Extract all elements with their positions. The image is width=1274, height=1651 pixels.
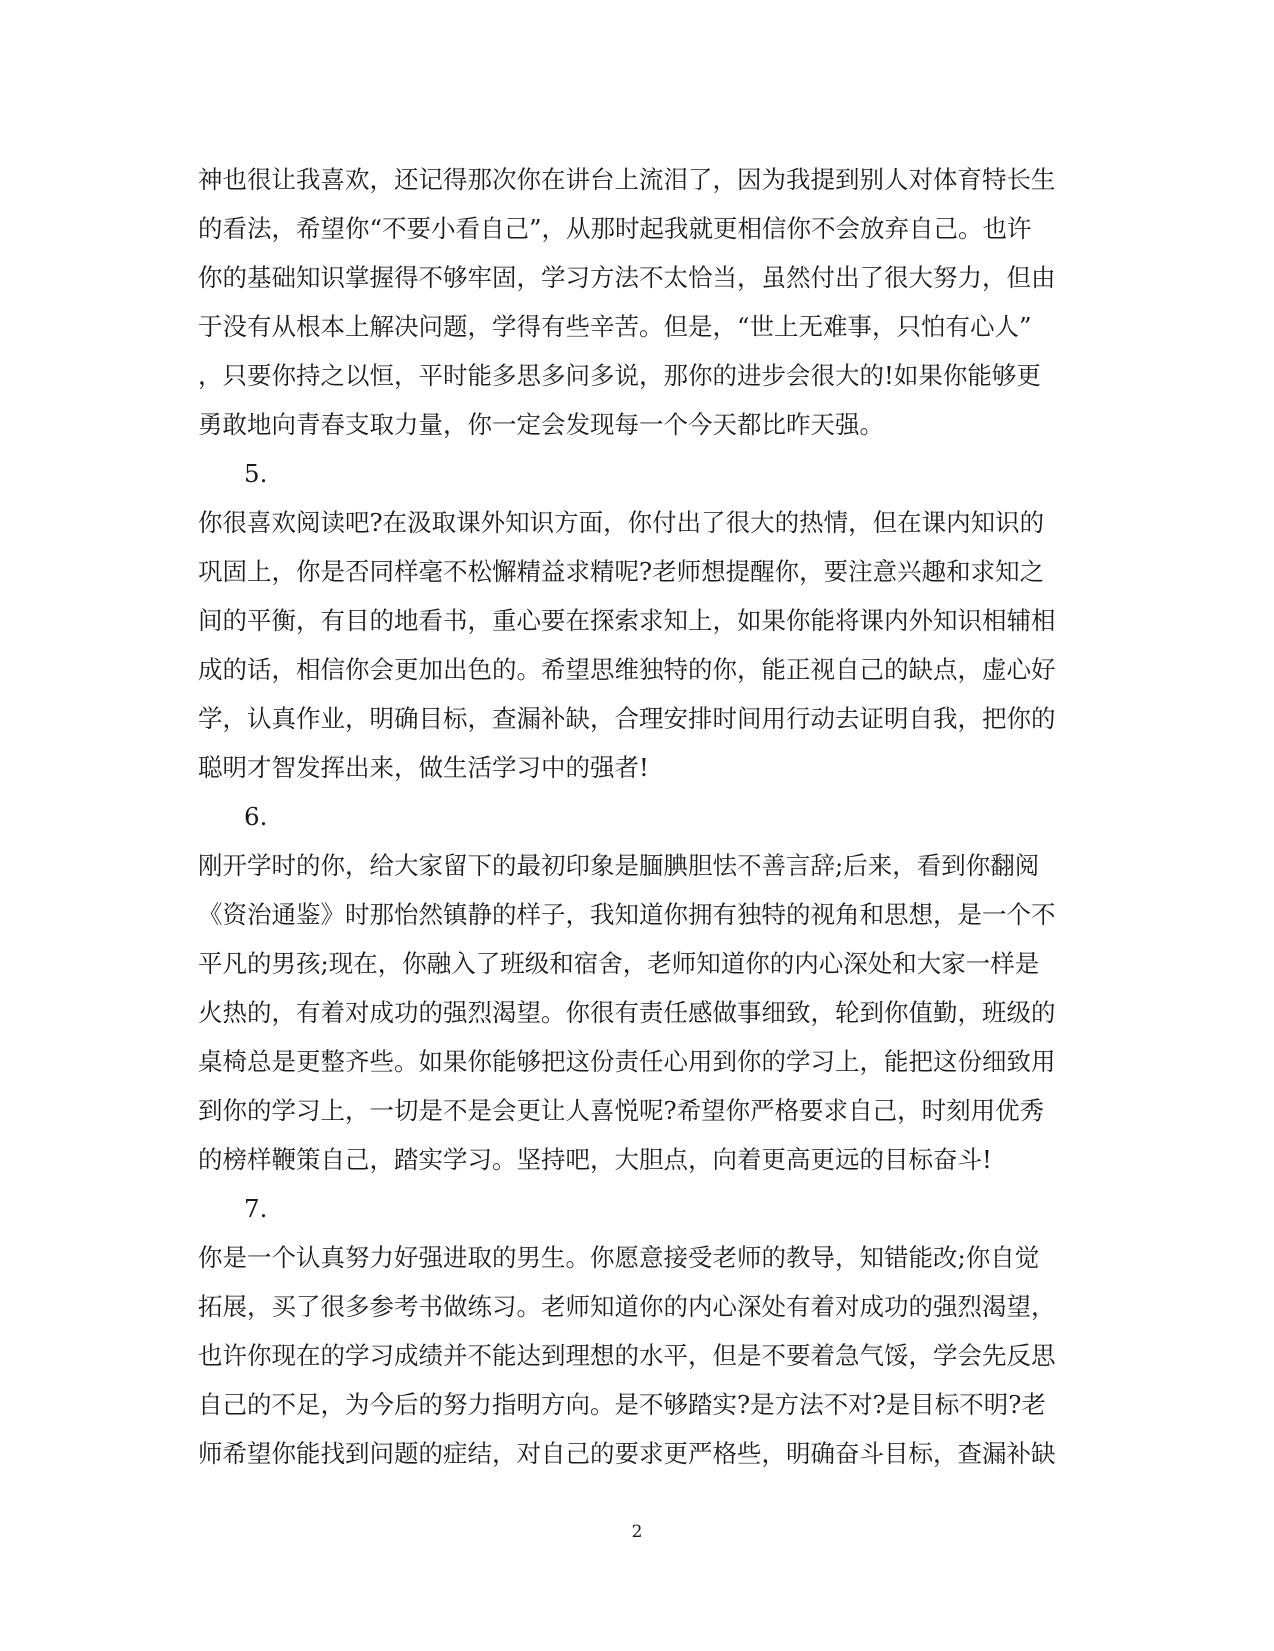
- text-line: 你的基础知识掌握得不够牢固，学习方法不太恰当，虽然付出了很大努力，但由: [198, 263, 1056, 292]
- text-line: 你很喜欢阅读吧?在汲取课外知识方面，你付出了很大的热情，但在课内知识的: [198, 508, 1045, 537]
- text-line: ，只要你持之以恒，平时能多思多问多说，那你的进步会很大的!如果你能够更: [198, 361, 1041, 390]
- text-line: 成的话，相信你会更加出色的。希望思维独特的你，能正视自己的缺点，虚心好: [198, 655, 1056, 684]
- text-line: 自己的不足，为今后的努力指明方向。是不够踏实?是方法不对?是目标不明?老: [198, 1390, 1046, 1419]
- text-line: 巩固上，你是否同样毫不松懈精益求精呢?老师想提醒你，要注意兴趣和求知之: [198, 557, 1045, 586]
- text-line: 到你的学习上，一切是不是会更让人喜悦呢?希望你严格要求自己，时刻用优秀: [198, 1096, 1045, 1125]
- text-line: 学，认真作业，明确目标，查漏补缺，合理安排时间用行动去证明自我，把你的: [198, 704, 1056, 733]
- text-line: 神也很让我喜欢，还记得那次你在讲台上流泪了，因为我提到别人对体育特长生: [198, 165, 1056, 194]
- text-line: 于没有从根本上解决问题，学得有些辛苦。但是，“世上无难事，只怕有心人”: [198, 312, 1032, 341]
- text-line: 也许你现在的学习成绩并不能达到理想的水平，但是不要着急气馁，学会先反思: [198, 1341, 1056, 1370]
- item-number: 6.: [244, 802, 268, 831]
- text-line: 师希望你能找到问题的症结，对自己的要求更严格些，明确奋斗目标，查漏补缺: [198, 1439, 1056, 1468]
- item-number: 5.: [244, 459, 268, 488]
- text-line: 桌椅总是更整齐些。如果你能够把这份责任心用到你的学习上，能把这份细致用: [198, 1047, 1056, 1076]
- text-line: 间的平衡，有目的地看书，重心要在探索求知上，如果你能将课内外知识相辅相: [198, 606, 1056, 635]
- text-line: 你是一个认真努力好强进取的男生。你愿意接受老师的教导，知错能改;你自觉: [198, 1243, 1040, 1272]
- text-line: 聪明才智发挥出来，做生活学习中的强者!: [198, 753, 649, 782]
- item-number: 7.: [244, 1194, 268, 1223]
- document-body: [198, 155, 1078, 1478]
- text-line: 《资治通鉴》时那怡然镇静的样子，我知道你拥有独特的视角和思想，是一个不: [198, 900, 1056, 929]
- text-line: 火热的，有着对成功的强烈渴望。你很有责任感做事细致，轮到你值勤，班级的: [198, 998, 1056, 1027]
- page-number: 2: [631, 1522, 643, 1542]
- text-line: 拓展，买了很多参考书做练习。老师知道你的内心深处有着对成功的强烈渴望，: [198, 1292, 1056, 1321]
- text-line: 平凡的男孩;现在，你融入了班级和宿舍，老师知道你的内心深处和大家一样是: [198, 949, 1040, 978]
- text-line: 刚开学时的你，给大家留下的最初印象是腼腆胆怯不善言辞;后来，看到你翻阅: [198, 851, 1040, 880]
- text-line: 的榜样鞭策自己，踏实学习。坚持吧，大胆点，向着更高更远的目标奋斗!: [198, 1145, 992, 1174]
- text-line: 的看法，希望你“不要小看自己”，从那时起我就更相信你不会放弃自己。也许: [198, 214, 1032, 243]
- text-line: 勇敢地向青春支取力量，你一定会发现每一个今天都比昨天强。: [198, 410, 884, 439]
